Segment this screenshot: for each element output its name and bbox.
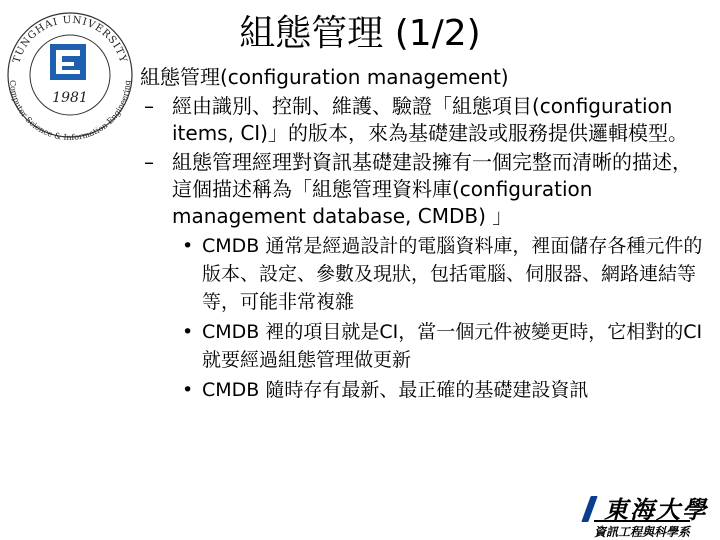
dash-marker: – [144, 94, 154, 118]
svg-text:TUNGHAI UNIVERSITY: TUNGHAI UNIVERSITY [11, 14, 129, 65]
footer-department-name: 資訊工程與科學系 [594, 520, 690, 540]
footer-university-logo [580, 488, 720, 540]
slide-title: 組態管理 (1/2) [239, 13, 481, 54]
bullet-level3 [118, 376, 708, 404]
dot-marker: • [182, 379, 194, 401]
svg-text:1981: 1981 [52, 90, 88, 106]
bullet-level1 [118, 64, 708, 91]
svg-text:Computer Science & Information: Computer Science & Information Engineering [7, 79, 133, 140]
bullet-level3 [118, 318, 708, 374]
bullet-text: 經由識別、控制、維護、驗證「組態項目(configuration items, CI)」的版本，來為基礎建設或服務提供邏輯模型。 [172, 94, 688, 145]
slash-mark-icon [581, 496, 597, 522]
bullet-text: CMDB 裡的項目就是CI，當一個元件被變更時，它相對的CI 就要經過組態管理做更新 [202, 321, 703, 371]
bullet-text: CMDB 隨時存有最新、最正確的基礎建設資訊 [202, 379, 589, 401]
dash-marker: – [144, 150, 154, 174]
bullet-text: 組態管理(configuration management) [140, 65, 509, 89]
bullet-text: 組態管理經理對資訊基礎建設擁有一個完整而清晰的描述，這個描述稱為「組態管理資料庫(configuration management database, CMDB) 」 [172, 150, 692, 228]
dot-marker: • [182, 235, 194, 257]
bullet-level2 [118, 149, 708, 230]
bullet-level2 [118, 93, 708, 147]
dot-marker: • [182, 321, 194, 343]
bullet-text: CMDB 通常是經過設計的電腦資料庫，裡面儲存各種元件的版本、設定、參數及現狀，包括電腦、伺服器、網路連結等等，可能非常複雜 [202, 235, 703, 313]
footer-university-name: 東海大學 [604, 495, 708, 524]
bullet-list [118, 64, 708, 406]
bullet-level3 [118, 232, 708, 316]
